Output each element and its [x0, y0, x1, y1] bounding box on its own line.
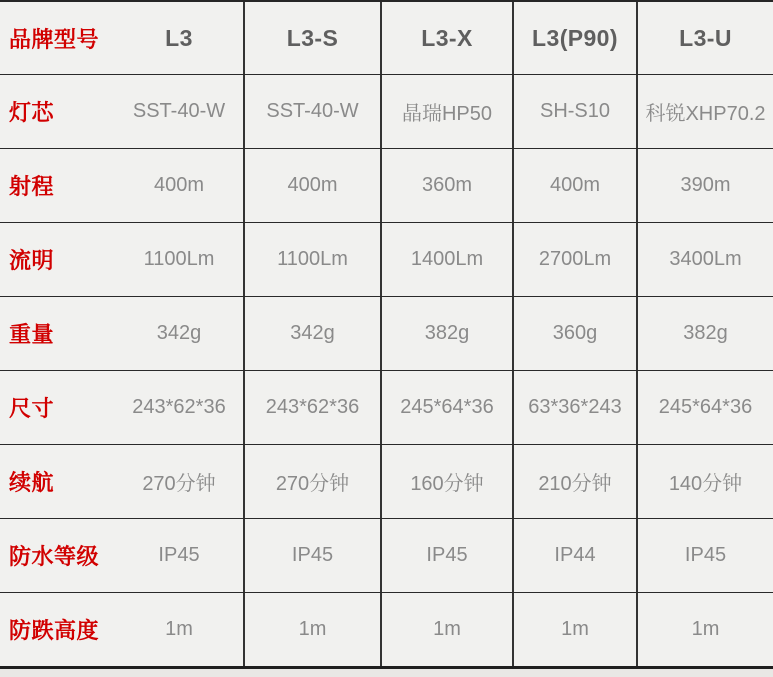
model-header-l3-p90: L3(P90) [512, 2, 636, 74]
spec-value-cell: 243*62*36 [132, 396, 226, 418]
spec-value-cell: 2700Lm [512, 223, 636, 296]
spec-value-cell: 1m [165, 618, 193, 640]
spec-value-cell: 1400Lm [380, 223, 512, 296]
spec-value-cell: 390m [636, 149, 773, 222]
bottom-shadow-strip [0, 669, 773, 677]
spec-value-cell: 382g [380, 297, 512, 370]
spec-value-cell: SH-S10 [512, 75, 636, 148]
spec-value-cell: 400m [153, 174, 205, 196]
row-lamp-core [0, 74, 773, 148]
spec-value-cell: 210分钟 [512, 445, 636, 518]
spec-label-cell: 防水等级 [9, 544, 100, 569]
spec-value-cell: 1m [636, 593, 773, 666]
spec-label-cell: 重量 [9, 322, 55, 347]
row-weight [0, 296, 773, 370]
spec-value-cell: 270分钟 [142, 473, 216, 495]
spec-value-cell: 晶瑞HP50 [380, 75, 512, 148]
row-dimensions [0, 370, 773, 444]
spec-label-cell: 射程 [9, 174, 55, 199]
spec-value-cell: 1100Lm [243, 223, 380, 296]
spec-value-cell: 1100Lm [143, 248, 215, 270]
spec-value-cell: 360m [380, 149, 512, 222]
row-lumens [0, 222, 773, 296]
row-waterproof-rating [0, 518, 773, 592]
spec-value-cell: IP45 [380, 519, 512, 592]
row-beam-distance [0, 148, 773, 222]
model-header-l3-s: L3-S [243, 2, 380, 74]
spec-value-cell: 400m [512, 149, 636, 222]
spec-label-cell: 防跌高度 [9, 618, 100, 643]
spec-value-cell: IP45 [158, 544, 200, 566]
model-header-l3-u: L3-U [636, 2, 773, 74]
spec-value-cell: 科锐XHP70.2 [636, 75, 773, 148]
spec-label-cell: 灯芯 [9, 100, 55, 125]
spec-value-cell: IP45 [243, 519, 380, 592]
row-drop-resistance [0, 592, 773, 666]
spec-value-cell: SST-40-W [132, 100, 226, 122]
model-header-l3: L3 [165, 24, 193, 51]
header-row [0, 2, 773, 74]
header-label-cell: 品牌型号 [9, 26, 100, 52]
spec-value-cell: SST-40-W [243, 75, 380, 148]
spec-value-cell: 1m [380, 593, 512, 666]
spec-value-cell: 63*36*243 [512, 371, 636, 444]
spec-value-cell: IP45 [636, 519, 773, 592]
spec-value-cell: 245*64*36 [636, 371, 773, 444]
spec-value-cell: 1m [243, 593, 380, 666]
spec-value-cell: 140分钟 [636, 445, 773, 518]
spec-label-cell: 尺寸 [9, 396, 55, 421]
model-header-l3-x: L3-X [380, 2, 512, 74]
spec-value-cell: 342g [156, 322, 202, 344]
spec-value-cell: 382g [636, 297, 773, 370]
spec-value-cell: 245*64*36 [380, 371, 512, 444]
spec-label-cell: 续航 [9, 470, 55, 495]
spec-label-cell: 流明 [9, 248, 55, 273]
spec-value-cell: 342g [243, 297, 380, 370]
spec-value-cell: 360g [512, 297, 636, 370]
spec-value-cell: IP44 [512, 519, 636, 592]
spec-value-cell: 243*62*36 [243, 371, 380, 444]
spec-value-cell: 3400Lm [636, 223, 773, 296]
spec-value-cell: 1m [512, 593, 636, 666]
spec-value-cell: 400m [243, 149, 380, 222]
spec-value-cell: 270分钟 [243, 445, 380, 518]
spec-value-cell: 160分钟 [380, 445, 512, 518]
row-runtime [0, 444, 773, 518]
